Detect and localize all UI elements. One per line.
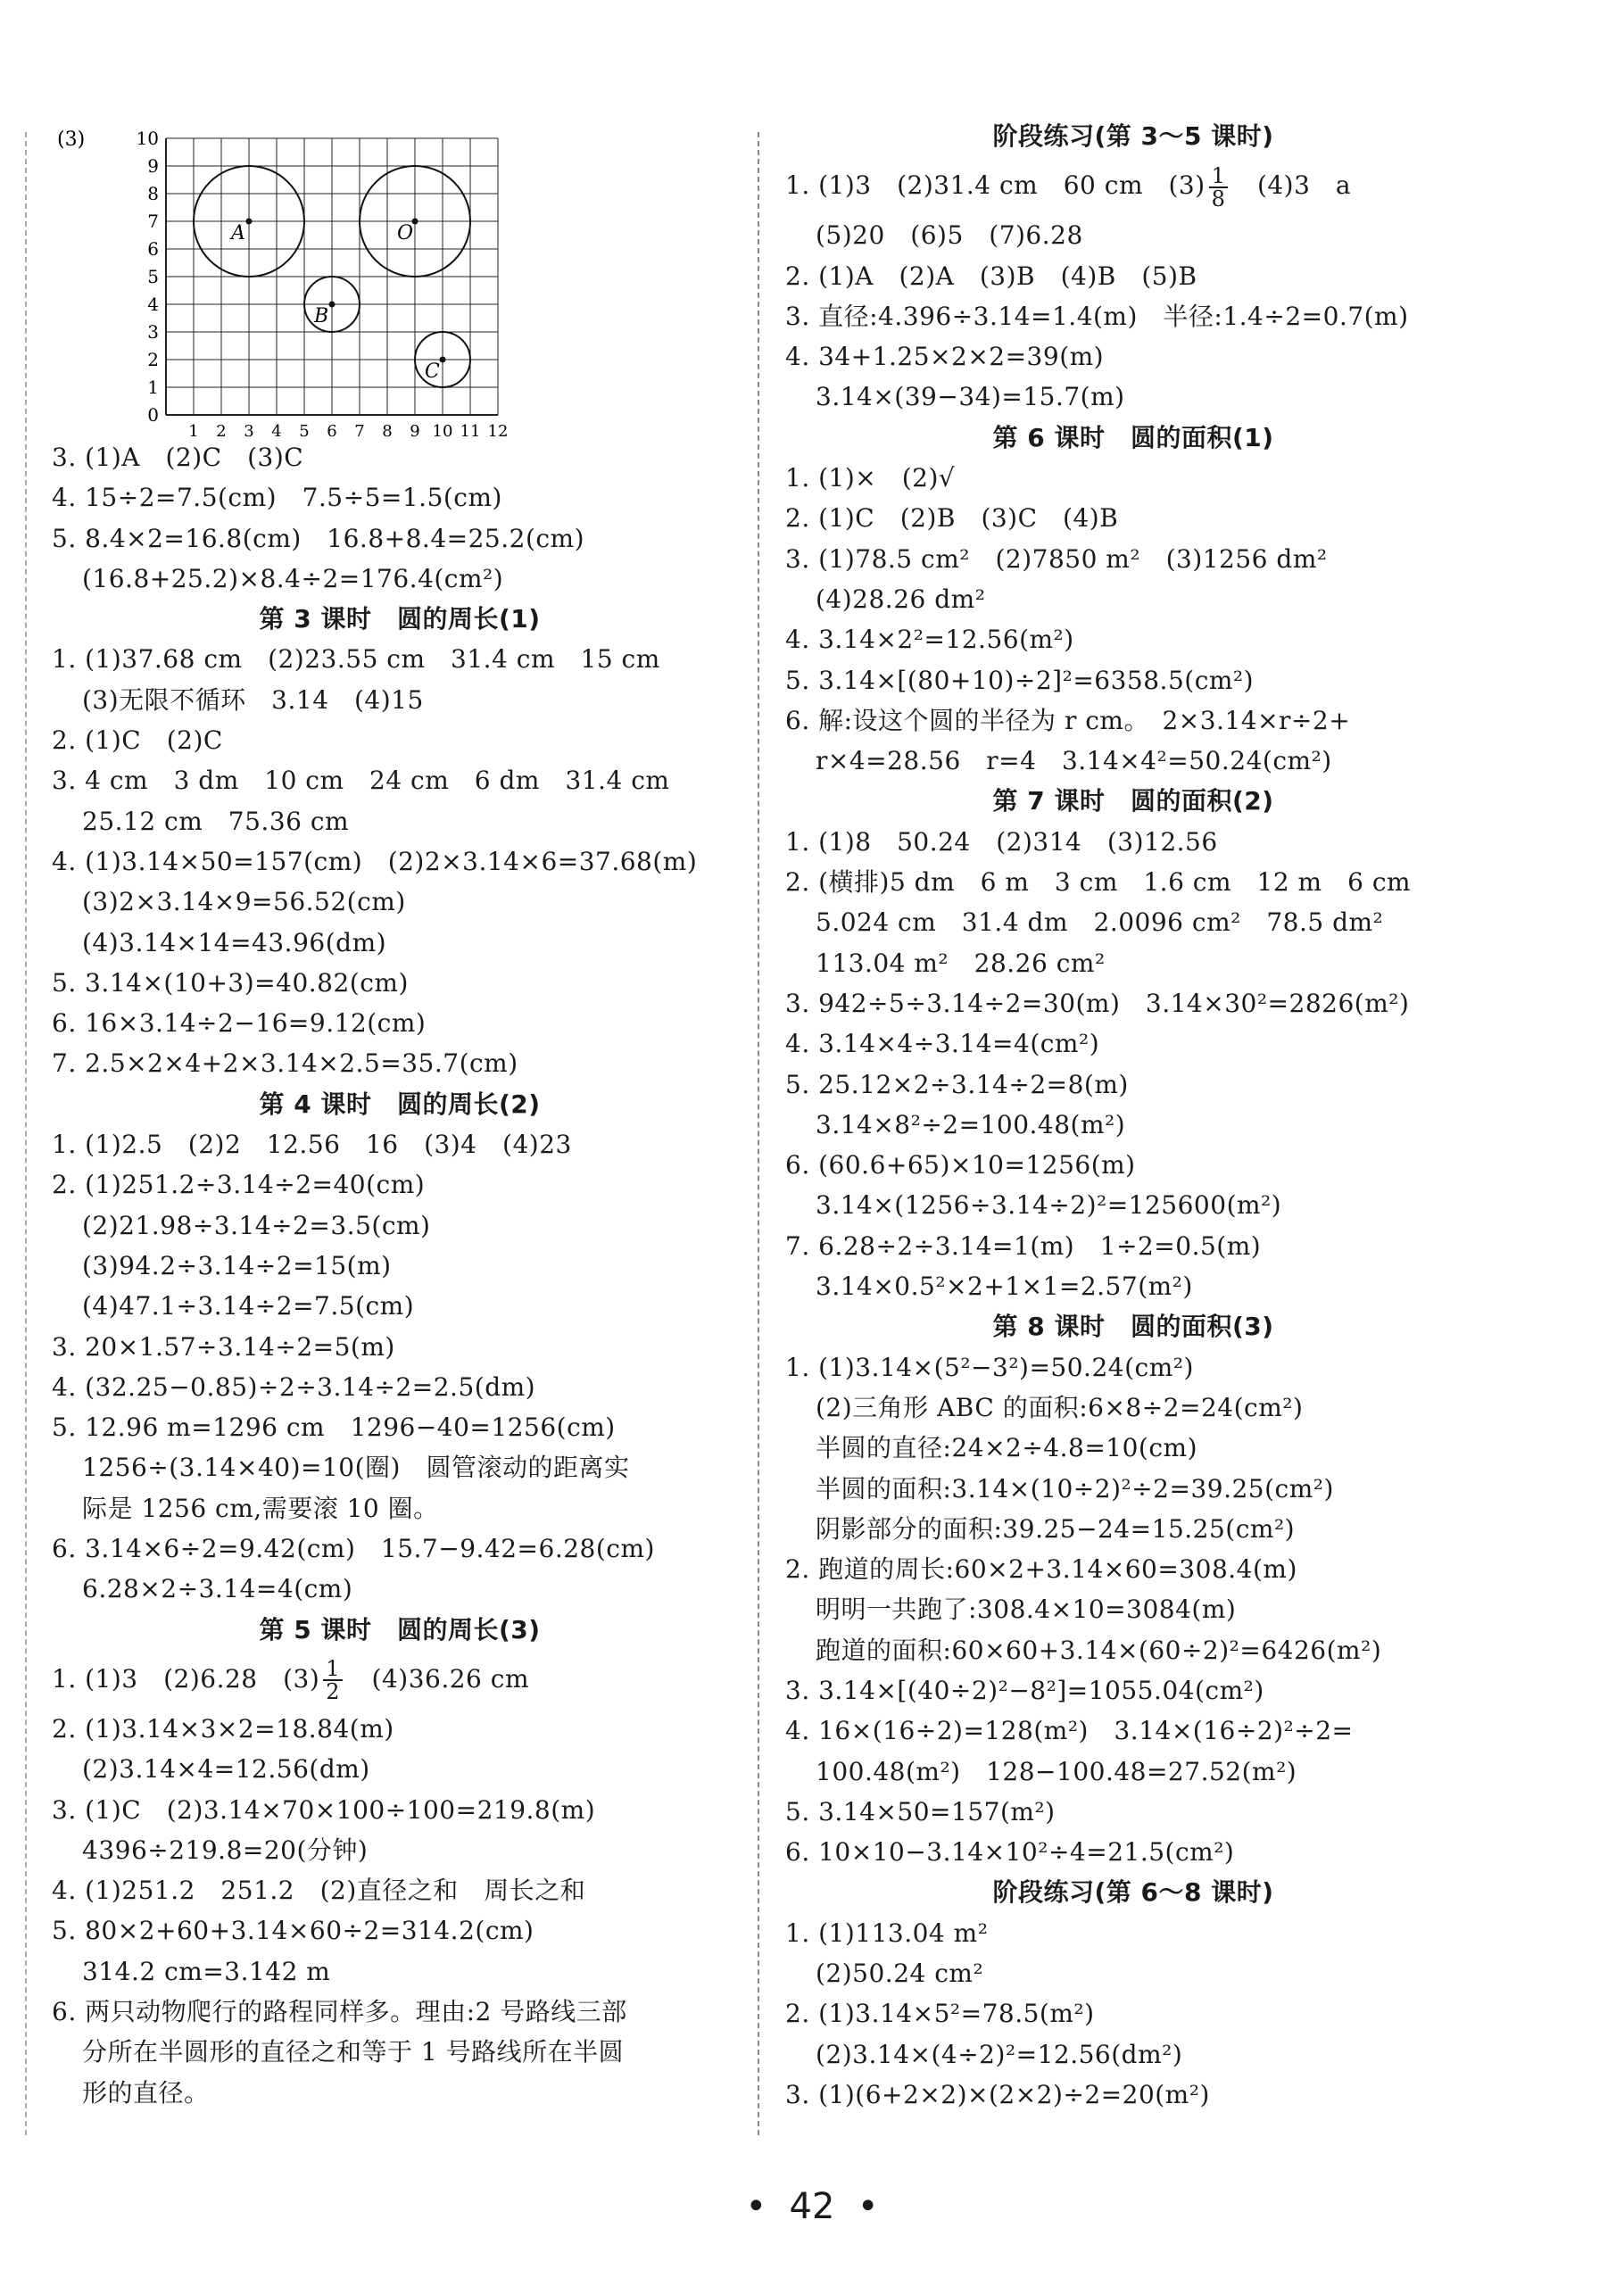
y-tick-label: 3 [147, 321, 159, 343]
answer-text: (4)3 a [1231, 170, 1352, 201]
answer-line: 100.48(m²) 128−100.48=27.52(m²) [816, 1756, 1297, 1786]
answer-line: 5. 25.12×2÷3.14÷2=8(m) [785, 1069, 1129, 1099]
fraction-numerator: 1 [323, 1658, 343, 1681]
answer-line: 1. (1)× (2)√ [785, 463, 956, 493]
coordinate-grid [52, 116, 551, 437]
answer-line: 3. (1)78.5 cm² (2)7850 m² (3)1256 dm² [785, 543, 1328, 574]
answer-line: 跑道的面积:60×60+3.14×(60÷2)²=6426(m²) [816, 1635, 1382, 1665]
answer-line-with-fraction [785, 156, 1481, 215]
answer-line: 2. (1)A (2)A (3)B (4)B (5)B [785, 261, 1197, 291]
answer-line: 4. (32.25−0.85)÷2÷3.14÷2=2.5(dm) [52, 1371, 536, 1402]
answer-line: 际是 1256 cm,需要滚 10 圈。 [82, 1493, 439, 1523]
answer-line: 1. (1)37.68 cm (2)23.55 cm 31.4 cm 15 cm [52, 644, 660, 675]
answer-line: 1. (1)3.14×(5²−3²)=50.24(cm²) [785, 1352, 1194, 1382]
answer-line-with-fraction [52, 1650, 748, 1709]
fraction-numerator: 1 [1209, 165, 1229, 188]
answer-line: 3.14×(39−34)=15.7(m) [816, 382, 1125, 412]
answer-line: 6. 10×10−3.14×10²÷4=21.5(cm²) [785, 1837, 1235, 1868]
answer-line: (3)2×3.14×9=56.52(cm) [82, 887, 406, 917]
y-tick-label: 10 [136, 128, 159, 149]
x-tick-label: 6 [327, 422, 337, 437]
page-number: • 42 • [745, 2186, 879, 2227]
answer-line: 3. (1)(6+2×2)×(2×2)÷2=20(m²) [785, 2079, 1210, 2109]
section-heading: 第 4 课时 圆的周长(2) [259, 1089, 541, 1119]
y-tick-label: 4 [147, 294, 159, 315]
answer-text: 1. (1)3 (2)31.4 cm 60 cm (3) [785, 170, 1206, 201]
fraction [323, 1656, 343, 1705]
answer-line: 4. 3.14×4÷3.14=4(cm²) [785, 1029, 1100, 1059]
answer-line: 分所在半圆形的直径之和等于 1 号路线所在半圆 [82, 2037, 625, 2067]
answer-line: 2. (1)251.2÷3.14÷2=40(cm) [52, 1170, 426, 1200]
answer-line: 3. 4 cm 3 dm 10 cm 24 cm 6 dm 31.4 cm [52, 766, 670, 796]
x-tick-label: 12 [487, 422, 509, 437]
answer-line: (2)3.14×(4÷2)²=12.56(dm²) [816, 2039, 1183, 2069]
answer-line: (2)三角形 ABC 的面积:6×8÷2=24(cm²) [816, 1392, 1304, 1422]
answer-line: (16.8+25.2)×8.4÷2=176.4(cm²) [82, 563, 504, 593]
answer-line: 3. (1)C (2)3.14×70×100÷100=219.8(m) [52, 1794, 596, 1825]
answer-line: 5. 3.14×50=157(m²) [785, 1796, 1056, 1827]
answer-line: 7. 6.28÷2÷3.14=1(m) 1÷2=0.5(m) [785, 1230, 1262, 1261]
answer-line: 2. (1)C (2)C [52, 725, 223, 756]
answer-line: 5. 80×2+60+3.14×60÷2=314.2(cm) [52, 1916, 534, 1946]
x-tick-label: 5 [299, 422, 310, 437]
circle-label-C: C [425, 360, 440, 383]
x-tick-label: 2 [216, 422, 227, 437]
y-tick-label: 0 [147, 404, 159, 426]
answer-line: 半圆的直径:24×2÷4.8=10(cm) [816, 1433, 1197, 1463]
answer-line: 2. (横排)5 dm 6 m 3 cm 1.6 cm 12 m 6 cm [785, 867, 1412, 898]
answer-line: 3.14×8²÷2=100.48(m²) [816, 1109, 1126, 1139]
x-tick-label: 7 [354, 422, 365, 437]
answer-line: 5.024 cm 31.4 dm 2.0096 cm² 78.5 dm² [816, 907, 1384, 938]
answer-line: (3)94.2÷3.14÷2=15(m) [82, 1250, 392, 1280]
section-heading: 第 8 课时 圆的面积(3) [992, 1312, 1274, 1342]
answer-line: 3. 20×1.57÷3.14÷2=5(m) [52, 1331, 395, 1362]
circle-center-C [440, 357, 446, 363]
y-tick-label: 2 [147, 349, 159, 370]
coordinate-grid-figure [52, 116, 748, 437]
x-tick-label: 8 [382, 422, 393, 437]
answer-line: 4. 15÷2=7.5(cm) 7.5÷5=1.5(cm) [52, 483, 502, 513]
page-number-value: 42 [789, 2186, 835, 2227]
answer-line: 1256÷(3.14×40)=10(圈) 圆管滚动的距离实 [82, 1453, 630, 1483]
y-tick-label: 8 [147, 183, 159, 204]
answer-line: 314.2 cm=3.142 m [82, 1956, 331, 1986]
answer-line: 半圆的面积:3.14×(10÷2)²÷2=39.25(cm²) [816, 1473, 1334, 1503]
answer-line: 5. 3.14×(10+3)=40.82(cm) [52, 967, 409, 998]
answer-line: 4. 16×(16÷2)=128(m²) 3.14×(16÷2)²÷2= [785, 1716, 1354, 1746]
answer-line: 6. (60.6+65)×10=1256(m) [785, 1150, 1136, 1180]
answer-line: (4)47.1÷3.14÷2=7.5(cm) [82, 1291, 415, 1321]
section-heading: 第 5 课时 圆的周长(3) [259, 1614, 541, 1644]
x-tick-label: 9 [410, 422, 420, 437]
right-column [785, 116, 1481, 2115]
answer-text: 1. (1)3 (2)6.28 (3) [52, 1663, 320, 1694]
answer-line: 4. 3.14×2²=12.56(m²) [785, 625, 1074, 655]
circle-center-B [329, 302, 336, 308]
circle-label-O: O [397, 222, 414, 244]
circle-label-A: A [231, 222, 245, 244]
answer-line: 3. 3.14×[(40÷2)²−8²]=1055.04(cm²) [785, 1675, 1264, 1705]
fraction-denominator: 2 [326, 1679, 341, 1705]
answer-text: (4)36.26 cm [346, 1663, 530, 1694]
answer-line: 3. 直径:4.396÷3.14=1.4(m) 半径:1.4÷2=0.7(m) [785, 301, 1409, 331]
answer-line: 6. 两只动物爬行的路程同样多。理由:2 号路线三部 [52, 1996, 627, 2026]
x-tick-label: 11 [460, 422, 481, 437]
answer-line: 3. (1)A (2)C (3)C [52, 443, 304, 472]
x-tick-label: 3 [244, 422, 254, 437]
left-column [52, 116, 748, 2113]
answer-line: (4)3.14×14=43.96(dm) [82, 927, 387, 957]
answer-line: 明明一共跑了:308.4×10=3084(m) [816, 1595, 1237, 1625]
x-tick-label: 1 [188, 422, 199, 437]
answer-line: 4396÷219.8=20(分钟) [82, 1835, 369, 1865]
answer-line: 3.14×0.5²×2+1×1=2.57(m²) [816, 1272, 1193, 1302]
answer-line: 阴影部分的面积:39.25−24=15.25(cm²) [816, 1513, 1296, 1544]
answer-line: 6. 16×3.14÷2−16=9.12(cm) [52, 1008, 427, 1039]
answer-line: 3.14×(1256÷3.14÷2)²=125600(m²) [816, 1190, 1282, 1221]
y-tick-label: 9 [147, 155, 159, 177]
left-margin-rule [25, 132, 27, 2135]
answer-line: 5. 8.4×2=16.8(cm) 16.8+8.4=25.2(cm) [52, 523, 585, 553]
answer-line: 2. (1)C (2)B (3)C (4)B [785, 503, 1119, 534]
fraction-denominator: 8 [1211, 186, 1226, 211]
answer-line: 3. 942÷5÷3.14÷2=30(m) 3.14×30²=2826(m²) [785, 988, 1410, 1018]
answer-line: 25.12 cm 75.36 cm [82, 806, 350, 836]
answer-line: 6. 解:设这个圆的半径为 r cm。 2×3.14×r÷2+ [785, 705, 1351, 735]
answer-line: 5. 3.14×[(80+10)÷2]²=6358.5(cm²) [785, 665, 1255, 695]
answer-line: 4. 34+1.25×2×2=39(m) [785, 342, 1105, 372]
circle-label-B: B [314, 305, 329, 327]
answer-line: 2. (1)3.14×3×2=18.84(m) [52, 1713, 394, 1744]
answer-line: r×4=28.56 r=4 3.14×4²=50.24(cm²) [816, 746, 1332, 776]
y-tick-label: 6 [147, 238, 159, 260]
answer-line: 6. 3.14×6÷2=9.42(cm) 15.7−9.42=6.28(cm) [52, 1534, 655, 1564]
x-tick-label: 4 [271, 422, 282, 437]
answer-line: 7. 2.5×2×4+2×3.14×2.5=35.7(cm) [52, 1048, 518, 1079]
answer-line: 形的直径。 [82, 2077, 210, 2108]
section-heading: 第 6 课时 圆的面积(1) [992, 422, 1274, 452]
section-heading: 阶段练习(第 3～5 课时) [992, 121, 1274, 151]
answer-line: 2. 跑道的周长:60×2+3.14×60=308.4(m) [785, 1554, 1297, 1585]
answer-line: (2)3.14×4=12.56(dm) [82, 1754, 370, 1785]
circle-center-A [246, 219, 253, 225]
answer-line: 6.28×2÷3.14=4(cm) [82, 1574, 353, 1604]
answer-line: 1. (1)113.04 m² [785, 1918, 989, 1948]
answer-line: (3)无限不循环 3.14 (4)15 [82, 684, 424, 715]
y-tick-label: 5 [147, 266, 159, 287]
answer-line: (2)21.98÷3.14÷2=3.5(cm) [82, 1210, 431, 1240]
answer-line: (5)20 (6)5 (7)6.28 [816, 220, 1083, 251]
answer-line: 1. (1)2.5 (2)2 12.56 16 (3)4 (4)23 [52, 1130, 572, 1160]
fraction [1209, 162, 1229, 211]
answer-line: (2)50.24 cm² [816, 1959, 984, 1989]
grid-label: (3) [57, 128, 86, 151]
section-heading: 阶段练习(第 6～8 课时) [992, 1877, 1274, 1908]
answer-line: 4. (1)3.14×50=157(cm) (2)2×3.14×6=37.68(m) [52, 846, 698, 876]
answer-line: 113.04 m² 28.26 cm² [816, 948, 1106, 978]
x-tick-label: 10 [432, 422, 453, 437]
y-tick-label: 7 [147, 211, 159, 232]
column-divider [758, 132, 759, 2135]
answer-line: 4. (1)251.2 251.2 (2)直径之和 周长之和 [52, 1876, 586, 1906]
y-tick-label: 1 [147, 377, 159, 398]
section-heading: 第 3 课时 圆的周长(1) [259, 604, 541, 634]
answer-line: (4)28.26 dm² [816, 584, 986, 614]
section-heading: 第 7 课时 圆的面积(2) [992, 786, 1274, 816]
answer-line: 2. (1)3.14×5²=78.5(m²) [785, 1999, 1095, 2029]
answer-line: 5. 12.96 m=1296 cm 1296−40=1256(cm) [52, 1412, 616, 1443]
answer-line: 1. (1)8 50.24 (2)314 (3)12.56 [785, 826, 1218, 857]
